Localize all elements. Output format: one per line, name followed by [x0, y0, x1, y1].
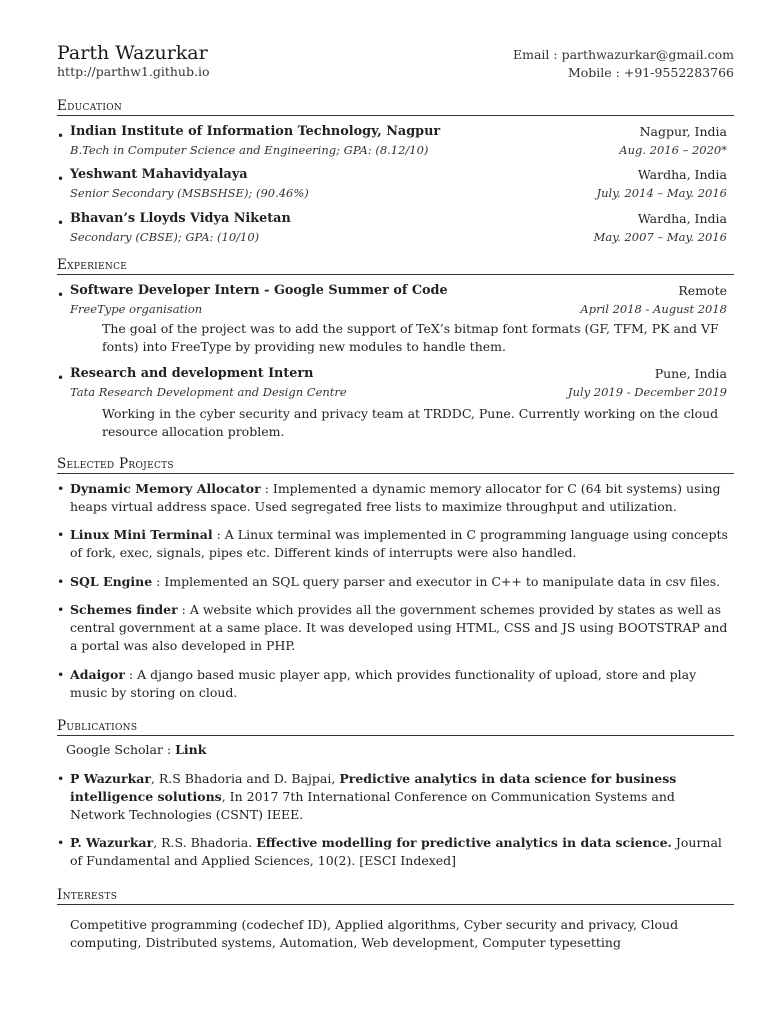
scholar-label: Google Scholar : [66, 742, 176, 757]
publication-venue: Journal of Fundamental and Applied Sciences, 10(2). [ESCI Indexed] [70, 835, 722, 868]
project-description: : A django based music player app, which provides functionality of upload, store and play music by storing on cloud. [70, 667, 697, 700]
school-location: Wardha, India [637, 211, 727, 226]
job-location: Remote [678, 283, 727, 298]
project-name: SQL Engine [70, 574, 153, 589]
publication-title: Predictive analytics in data science for business intelligence solutions [70, 771, 677, 804]
publication-item [57, 834, 734, 870]
interests-heading: Interests [57, 886, 734, 905]
degree-info: B.Tech in Computer Science and Engineering; GPA: (8.12/10) [70, 143, 429, 157]
project-name: Dynamic Memory Allocator [70, 481, 261, 496]
publication-author: P Wazurkar [70, 771, 151, 786]
bullet-icon: • [57, 527, 65, 542]
bullet-icon: • [57, 216, 65, 230]
bullet-icon: • [57, 371, 65, 385]
job-role: Software Developer Intern - Google Summer of Code [70, 283, 448, 298]
person-name: Parth Wazurkar [57, 42, 208, 64]
organization-name: FreeType organisation [70, 302, 203, 316]
publication-title: Effective modelling for predictive analytics in data science. [256, 835, 672, 850]
bullet-icon: • [57, 667, 65, 682]
publication-item [57, 770, 734, 824]
bullet-icon: • [57, 129, 65, 143]
publication-coauthors: , R.S Bhadoria and D. Bajpai, [150, 771, 340, 786]
education-dates: Aug. 2016 – 2020* [619, 143, 727, 157]
school-name: Indian Institute of Information Technology, Nagpur [70, 124, 441, 139]
google-scholar-line [66, 741, 734, 759]
job-role: Research and development Intern [70, 366, 314, 381]
bullet-icon: • [57, 574, 65, 589]
resume-header [57, 42, 734, 82]
scholar-link[interactable]: Link [175, 742, 207, 757]
school-location: Wardha, India [637, 167, 727, 182]
project-description: : A website which provides all the government schemes provided by states as well as central government at a same place. It was developed using HTML, CSS and JS using BOOTSTRAP and a portal was also developed in PHP. [70, 602, 728, 653]
degree-info: Secondary (CBSE); GPA: (10/10) [70, 230, 260, 244]
project-name: Schemes finder [70, 602, 178, 617]
bullet-icon: • [57, 835, 65, 850]
education-entry [57, 166, 727, 203]
bullet-icon: • [57, 771, 65, 786]
education-entry [57, 210, 727, 247]
homepage-link[interactable]: http://parthw1.github.io [57, 64, 210, 79]
email-link[interactable]: Email : parthwazurkar@gmail.com [512, 47, 734, 62]
interests-text: Competitive programming (codechef ID), Applied algorithms, Cyber security and privacy, Cloud computing, Distributed systems, Automation, Web development, Computer typesetting [70, 917, 679, 950]
education-heading: Education [57, 97, 734, 116]
project-description: : Implemented an SQL query parser and executor in C++ to manipulate data in csv files. [152, 574, 721, 589]
experience-heading: Experience [57, 256, 734, 275]
project-item [57, 573, 734, 591]
bullet-icon: • [57, 172, 65, 186]
job-dates: April 2018 - August 2018 [580, 302, 727, 316]
project-item [57, 666, 734, 702]
project-description: : A Linux terminal was implemented in C programming language using concepts of fork, exec, signals, pipes etc. Different kinds of interrupts were also handled. [70, 527, 728, 560]
project-item [57, 526, 734, 562]
job-description: The goal of the project was to add the support of TeX’s bitmap font formats (GF, TFM, PK and VF fonts) into FreeType by providing new modules to handle them. [102, 321, 719, 354]
school-name: Yeshwant Mahavidyalaya [70, 167, 248, 182]
job-description: Working in the cyber security and privacy team at TRDDC, Pune. Currently working on the cloud resource allocation problem. [102, 406, 719, 439]
education-dates: May. 2007 – May. 2016 [593, 230, 727, 244]
project-description: : Implemented a dynamic memory allocator for C (64 bit systems) using heaps virtual address space. Used segregated free lists to maximize throughput and utilization. [70, 481, 721, 514]
degree-info: Senior Secondary (MSBSHSE); (90.46%) [70, 186, 309, 200]
mobile-number: Mobile : +91-9552283766 [567, 65, 734, 80]
bullet-icon: • [57, 481, 65, 496]
experience-entry [57, 365, 727, 402]
publications-heading: Publications [57, 717, 734, 736]
project-item [57, 601, 734, 655]
education-dates: July. 2014 – May. 2016 [596, 186, 727, 200]
bullet-icon: • [57, 602, 65, 617]
project-name: Adaigor [70, 667, 125, 682]
experience-entry [57, 282, 727, 319]
projects-heading: Selected Projects [57, 455, 734, 474]
project-item [57, 480, 734, 516]
bullet-icon: • [57, 288, 65, 302]
contact-block [513, 46, 734, 82]
publication-author: P. Wazurkar [70, 835, 154, 850]
project-name: Linux Mini Terminal [70, 527, 213, 542]
education-entry [57, 123, 727, 160]
publication-venue: , In 2017 7th International Conference on Communication Systems and Network Technologies (CSNT) IEEE. [70, 789, 675, 822]
publication-coauthors: , R.S. Bhadoria. [153, 835, 257, 850]
school-location: Nagpur, India [639, 124, 727, 139]
school-name: Bhavan’s Lloyds Vidya Niketan [70, 211, 291, 226]
organization-name: Tata Research Development and Design Centre [70, 385, 347, 399]
job-location: Pune, India [654, 366, 727, 381]
job-dates: July 2019 - December 2019 [567, 385, 727, 399]
